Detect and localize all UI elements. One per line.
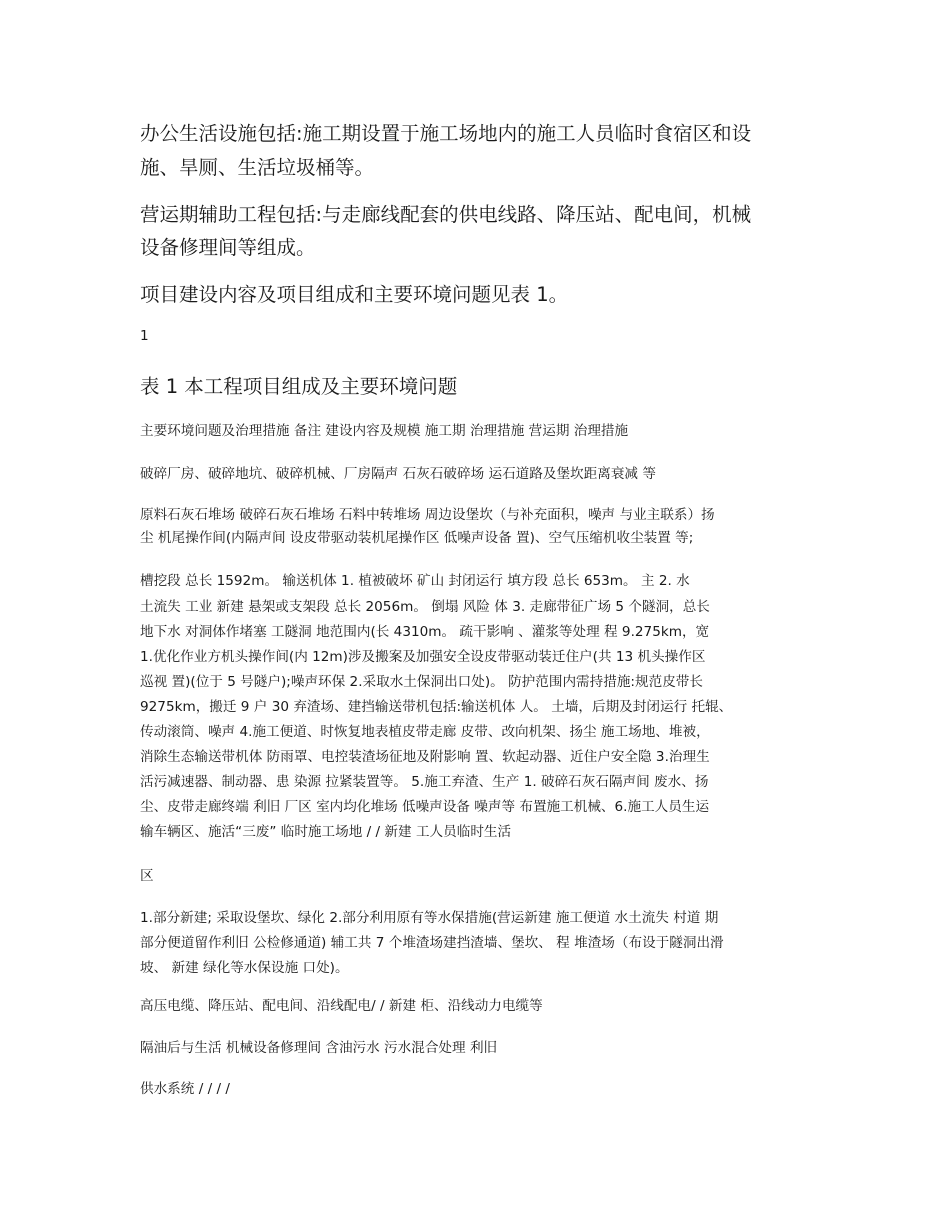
block-line: 槽挖段 总长 1592m。 输送机体 1. 植被破坏 矿山 封闭运行 填方段 总长 653m。 主 2. 水	[140, 573, 690, 589]
block-line: 部分便道留作利旧 公检修通道) 辅工共 7 个堆渣场建挡渣墙、堡坎、 程 堆渣场（布设于隧洞出滑	[140, 935, 724, 951]
block-line: 消除生态输送带机体 防雨罩、电控装渣场征地及附影响 置、软起动器、近住户安全隐 3.治理生	[140, 749, 710, 765]
block-line: 巡视 置)(位于 5 号隧户);噪声环保 2.采取水土保洞出口处)。 防护范围内需持措施:规范皮带长	[140, 674, 703, 690]
block-line: 1.优化作业方机头操作间(内 12m)涉及搬案及加强安全设皮带驱动装迁住户(共 13 机头操作区	[140, 649, 706, 665]
block-line: 尘、皮带走廊终端 利旧 厂区 室内均化堆场 低噪声设备 噪声等 布置施工机械、6.施工人员生运	[140, 799, 710, 815]
table-row-repair: 隔油后与生活 机械设备修理间 含油污水 污水混合处理 利旧	[140, 1040, 498, 1056]
paragraph-auxiliary-line2: 设备修理间等组成。	[140, 236, 316, 259]
block-line: 地下水 对洞体作堵塞 工隧洞 地范围内(长 4310m。 疏干影响 、灌浆等处理 程 9.275km，宽	[140, 624, 710, 640]
paragraph-office-line1: 办公生活设施包括:施工期设置于施工场地内的施工人员临时食宿区和设	[140, 122, 752, 145]
block-line: 9275km，搬迁 9 户 30 弃渣场、建挡输送带机包括:输送机体 人。 土墙，后期及封闭运行 托辊、	[140, 699, 733, 715]
table-row-power: 高压电缆、降压站、配电间、沿线配电/ / 新建 柜、沿线动力电缆等	[140, 998, 543, 1014]
paragraph-table-reference: 项目建设内容及项目组成和主要环境问题见表 1。	[140, 283, 569, 306]
table-title: 表 1 本工程项目组成及主要环境问题	[140, 375, 458, 398]
table-row-stockyard-line2: 尘 机尾操作间(内隔声间 设皮带驱动装机尾操作区 低噪声设备 置)、空气压缩机收尘装置 等;	[140, 530, 694, 546]
block-line: 土流失 工业 新建 悬架或支架段 总长 2056m。 倒塌 风险 体 3. 走廊带征广场 5 个隧洞，总长	[140, 599, 710, 615]
block-line: 1.部分新建; 采取设堡坎、绿化 2.部分利用原有等水保措施(营运新建 施工便道 水土流失 村道 期	[140, 910, 719, 926]
block-line: 活污减速器、制动器、患 染源 拉紧装置等。 5.施工弃渣、生产 1. 破碎石灰石隔声间 废水、扬	[140, 774, 709, 790]
table-row-area-char: 区	[140, 868, 154, 884]
block-line: 坡、 新建 绿化等水保设施 口处)。	[140, 960, 349, 976]
paragraph-auxiliary-line1: 营运期辅助工程包括:与走廊线配套的供电线路、降压站、配电间，机械	[140, 203, 752, 226]
table-row-water-supply: 供水系统 / / / /	[140, 1081, 230, 1097]
block-line: 输车辆区、施活“三废” 临时施工场地 / / 新建 工人员临时生活	[140, 824, 512, 840]
table-row-crushing: 破碎厂房、破碎地坑、破碎机械、厂房隔声 石灰石破碎场 运石道路及堡坎距离衰减 等	[140, 466, 656, 482]
block-line: 传动滚筒、噪声 4.施工便道、时恢复地表植皮带走廊 皮带、改向机架、扬尘 施工场地、堆被，	[140, 724, 710, 740]
table-header-row: 主要环境问题及治理措施 备注 建设内容及规模 施工期 治理措施 营运期 治理措施	[140, 423, 629, 439]
table-row-stockyard-line1: 原料石灰石堆场 破碎石灰石堆场 石料中转堆场 周边设堡坎（与补充面积，噪声 与业主联系）扬	[140, 507, 715, 523]
paragraph-office-line2: 施、旱厕、生活垃圾桶等。	[140, 156, 375, 179]
page-number: 1	[140, 328, 149, 344]
